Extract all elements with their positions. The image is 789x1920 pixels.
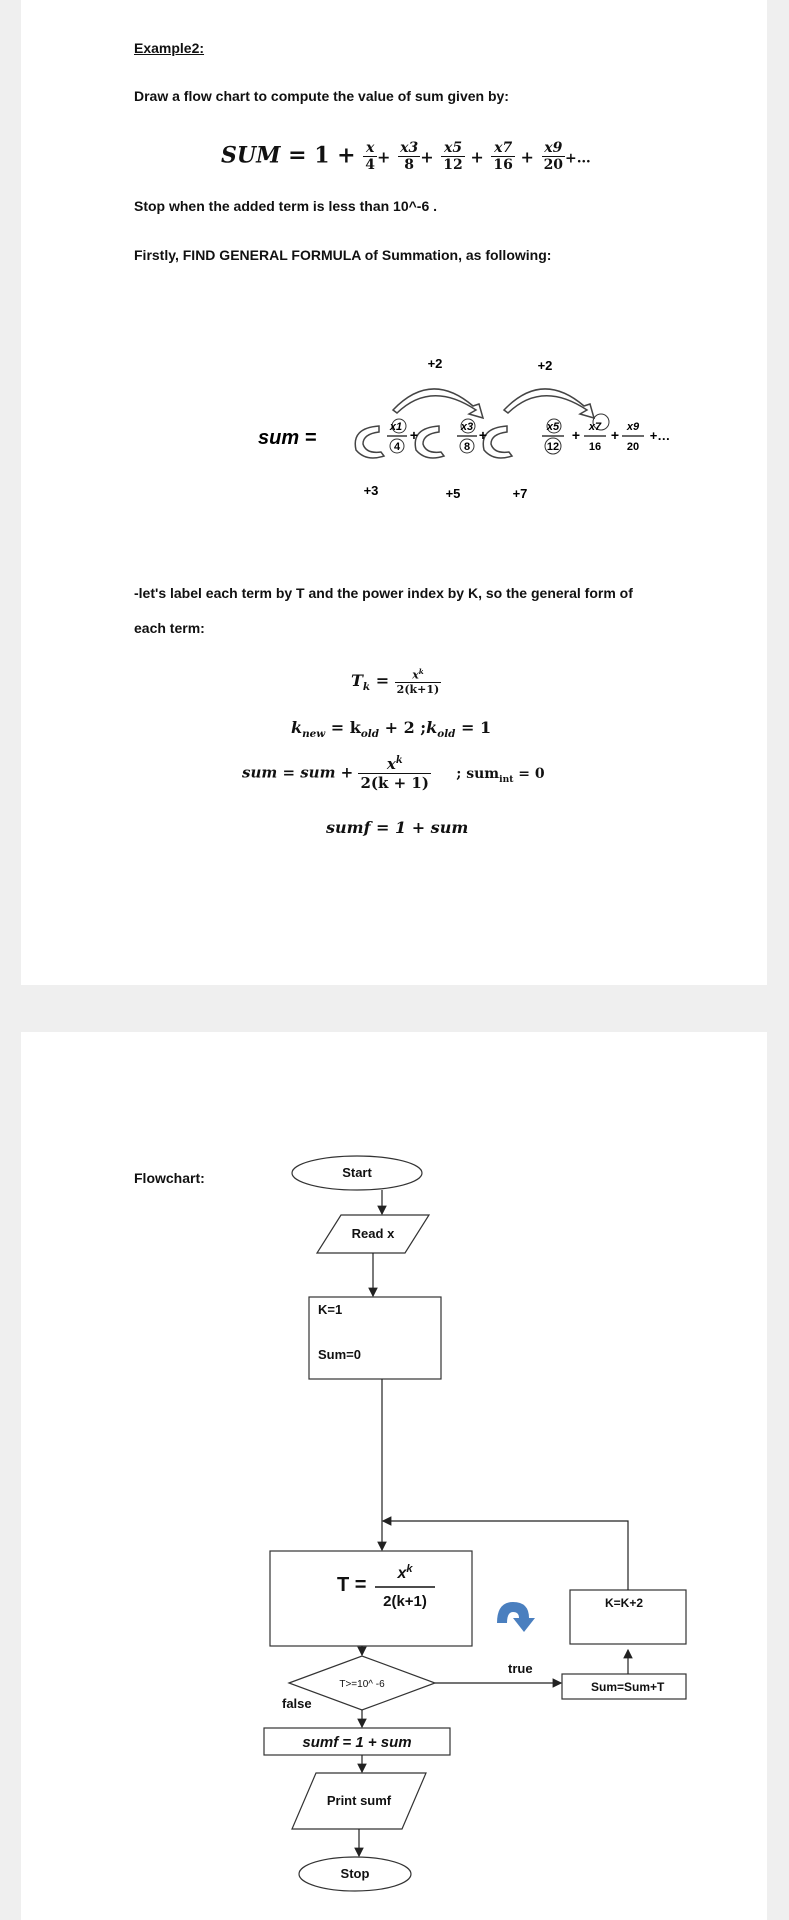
loop-back-icon <box>497 1602 535 1632</box>
sum-term-1: $\frac{x}{4}$ <box>365 140 376 173</box>
equation-sum: sum = sum + $\frac{x^k}{2(k + 1)}$ ; sum$_{int}$ = 0 <box>242 755 545 792</box>
bottom-step-3: +7 <box>512 486 528 501</box>
svg-text:+: + <box>571 427 581 443</box>
diagram-term-1-num: x1 <box>389 421 403 433</box>
start-text: Start <box>342 1165 372 1180</box>
sum-term-2: $\frac{x3}{8}$ <box>400 140 419 173</box>
curved-arrow-icon <box>483 426 512 458</box>
svg-text:+: + <box>478 427 488 443</box>
flowchart <box>21 1032 767 1920</box>
sum-term-5: $\frac{x9}{20}$ <box>543 140 564 173</box>
diagram-term-2-den: 8 <box>463 441 471 453</box>
curved-arrow-icon <box>415 426 444 458</box>
sum-formula-lhs: SUM <box>221 142 281 169</box>
t-lhs: T = <box>337 1574 367 1596</box>
false-label: false <box>282 1696 312 1711</box>
true-label: true <box>508 1661 533 1676</box>
diagram-term-3-num: x5 <box>546 421 560 433</box>
intro-text: Draw a flow chart to compute the value of sum given by: <box>134 88 509 104</box>
t-num: x <box>397 1565 407 1582</box>
example-heading: Example2: <box>134 40 205 56</box>
diagram-term-2-num: x3 <box>460 421 474 433</box>
sumf-text: sumf = 1 + sum <box>302 1734 412 1751</box>
diagram-tail: +… <box>649 428 671 443</box>
init-sum-text: Sum=0 <box>318 1347 361 1362</box>
general-formula-text: Firstly, FIND GENERAL FORMULA of Summation, as following: <box>134 247 552 263</box>
t-den: 2(k+1) <box>383 1593 427 1610</box>
sum-term-3: $\frac{x5}{12}$ <box>443 140 463 173</box>
curved-arrow-icon <box>504 389 594 418</box>
top-step-2: +2 <box>537 358 553 373</box>
diagram-term-5-den: 20 <box>626 441 640 453</box>
bottom-step-1: +3 <box>363 483 379 498</box>
top-step-1: +2 <box>427 356 443 371</box>
cond-text: T>=10^ -6 <box>339 1679 385 1690</box>
sum-term-4: $\frac{x7}{16}$ <box>493 140 513 173</box>
init-k-text: K=1 <box>318 1302 343 1317</box>
curved-arrow-icon <box>393 389 483 418</box>
sumsum-text: Sum=Sum+T <box>591 1680 665 1694</box>
sum-formula: SUM = 1 + $\frac{x}{4}$ + $\frac{x3}{8}$ + $\frac{x5}{12}$ + $\frac{x7}{16}$ + $\frac{x9}{20}$ +… <box>221 140 591 173</box>
stop-condition-text: Stop when the added term is less than 10^-6 . <box>134 198 438 214</box>
svg-text:+: + <box>610 427 620 443</box>
diagram-sum-label: sum = <box>258 427 317 449</box>
sum-formula-eq: = 1 + <box>288 142 356 169</box>
bottom-step-2: +5 <box>445 486 461 501</box>
kk-text: K=K+2 <box>605 1596 644 1610</box>
svg-text:+: + <box>409 427 419 443</box>
document-page-1 <box>21 0 767 985</box>
label-text-line2: each term: <box>134 620 205 636</box>
read-text: Read x <box>351 1226 395 1241</box>
diagram-term-5-num: x9 <box>626 421 640 433</box>
series-diagram <box>21 340 767 510</box>
curved-arrow-icon <box>355 426 384 458</box>
t-num-sup: k <box>406 1563 413 1575</box>
t-box <box>270 1551 472 1646</box>
label-text-line1: -let's label each term by T and the power index by K, so the general form of <box>134 585 633 601</box>
document-page-2 <box>21 1032 767 1920</box>
diagram-term-1-den: 4 <box>393 441 401 453</box>
flowchart-label: Flowchart: <box>134 1170 205 1186</box>
diagram-term-3-den: 12 <box>546 441 560 453</box>
equation-sumf: sumf = 1 + sum <box>326 818 469 837</box>
diagram-term-4-den: 16 <box>588 441 602 453</box>
equation-knew: $k_{new} = k_{old} + 2$ $;k_{old} = 1$ <box>291 718 492 741</box>
print-text: Print sumf <box>326 1793 392 1808</box>
stop-text: Stop <box>340 1866 370 1881</box>
equation-tk: $T_k$ = $\frac{x^k}{2(k+1)}$ <box>351 667 440 696</box>
sum-formula-tail: +… <box>565 150 591 167</box>
diagram-term-4-num: x7 <box>588 421 602 433</box>
